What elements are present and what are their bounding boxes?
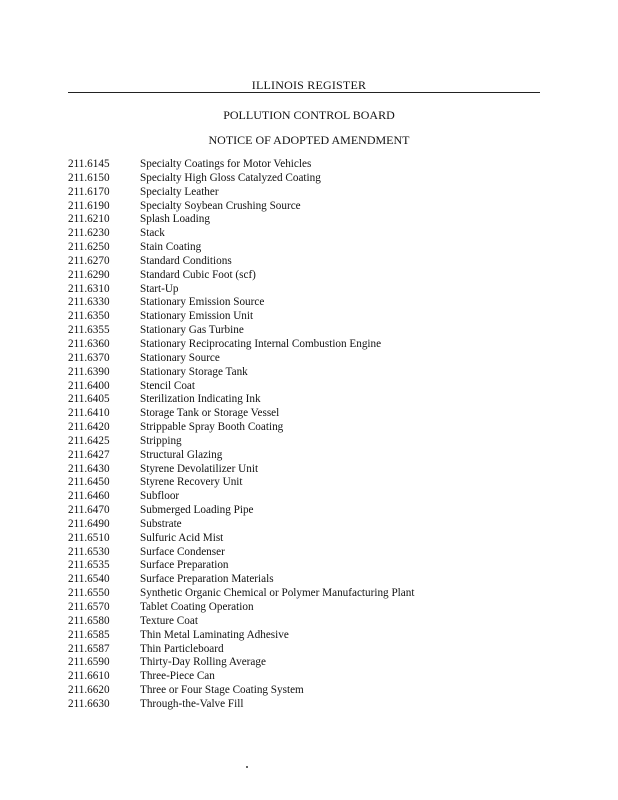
section-row bbox=[68, 490, 414, 504]
section-term: Thin Metal Laminating Adhesive bbox=[140, 628, 289, 641]
section-term: Specialty Soybean Crushing Source bbox=[140, 199, 301, 212]
section-number: 211.6190 bbox=[68, 199, 110, 212]
section-term: Stationary Reciprocating Internal Combustion Engine bbox=[140, 337, 382, 350]
section-term: Stationary Gas Turbine bbox=[140, 324, 244, 337]
section-term: Surface Condenser bbox=[140, 545, 225, 558]
section-term: Stationary Storage Tank bbox=[140, 365, 248, 378]
section-term: Surface Preparation bbox=[140, 559, 229, 572]
section-term: Standard Cubic Foot (scf) bbox=[140, 268, 256, 281]
section-row bbox=[68, 532, 414, 546]
section-row bbox=[68, 186, 414, 200]
section-number: 211.6355 bbox=[68, 324, 110, 337]
section-row bbox=[68, 476, 414, 490]
section-row bbox=[68, 559, 414, 573]
section-term: Styrene Recovery Unit bbox=[140, 476, 243, 489]
section-number: 211.6590 bbox=[68, 656, 110, 669]
section-number: 211.6470 bbox=[68, 504, 110, 517]
section-term: Storage Tank or Storage Vessel bbox=[140, 407, 280, 420]
section-number: 211.6450 bbox=[68, 476, 110, 489]
section-row bbox=[68, 587, 414, 601]
section-term: Stack bbox=[140, 227, 165, 240]
section-number: 211.6410 bbox=[68, 407, 110, 420]
section-term: Splash Loading bbox=[140, 213, 210, 226]
section-row bbox=[68, 158, 414, 172]
section-row bbox=[68, 380, 414, 394]
section-row bbox=[68, 601, 414, 615]
section-number: 211.6427 bbox=[68, 448, 110, 461]
section-term: Submerged Loading Pipe bbox=[140, 504, 254, 517]
section-number: 211.6620 bbox=[68, 684, 110, 697]
section-number: 211.6230 bbox=[68, 227, 110, 240]
section-term: Substrate bbox=[140, 517, 182, 530]
section-number: 211.6585 bbox=[68, 628, 110, 641]
section-number: 211.6420 bbox=[68, 421, 110, 434]
section-row bbox=[68, 670, 414, 684]
section-term: Thirty-Day Rolling Average bbox=[140, 656, 266, 669]
section-number: 211.6490 bbox=[68, 517, 110, 530]
section-row bbox=[68, 463, 414, 477]
section-row bbox=[68, 504, 414, 518]
section-number: 211.6535 bbox=[68, 559, 110, 572]
section-number: 211.6425 bbox=[68, 434, 110, 447]
section-row bbox=[68, 255, 414, 269]
section-row bbox=[68, 615, 414, 629]
section-term: Stationary Source bbox=[140, 351, 220, 364]
section-number: 211.6330 bbox=[68, 296, 110, 309]
section-term: Three-Piece Can bbox=[140, 670, 215, 683]
section-number: 211.6290 bbox=[68, 268, 110, 281]
section-row bbox=[68, 656, 414, 670]
section-row bbox=[68, 241, 414, 255]
section-row bbox=[68, 352, 414, 366]
section-row bbox=[68, 310, 414, 324]
section-term: Sulfuric Acid Mist bbox=[140, 531, 224, 544]
section-term: Specialty Leather bbox=[140, 185, 219, 198]
section-number: 211.6170 bbox=[68, 185, 110, 198]
section-number: 211.6370 bbox=[68, 351, 110, 364]
section-term: Standard Conditions bbox=[140, 254, 232, 267]
section-number: 211.6250 bbox=[68, 241, 110, 254]
section-number: 211.6530 bbox=[68, 545, 110, 558]
section-term: Specialty Coatings for Motor Vehicles bbox=[140, 158, 312, 170]
section-row bbox=[68, 643, 414, 657]
header-rule bbox=[68, 92, 540, 93]
section-row bbox=[68, 449, 414, 463]
section-term: Stencil Coat bbox=[140, 379, 195, 392]
section-term: Three or Four Stage Coating System bbox=[140, 684, 304, 697]
section-row bbox=[68, 213, 414, 227]
section-number: 211.6587 bbox=[68, 642, 110, 655]
section-term: Stripping bbox=[140, 434, 182, 447]
section-number: 211.6350 bbox=[68, 310, 110, 323]
section-number: 211.6550 bbox=[68, 587, 110, 600]
section-list bbox=[68, 158, 414, 712]
section-row bbox=[68, 393, 414, 407]
section-row bbox=[68, 296, 414, 310]
section-row bbox=[68, 227, 414, 241]
section-term: Thin Particleboard bbox=[140, 642, 224, 655]
section-number: 211.6510 bbox=[68, 531, 110, 544]
section-row bbox=[68, 283, 414, 297]
section-number: 211.6360 bbox=[68, 337, 110, 350]
section-term: Stationary Emission Unit bbox=[140, 310, 254, 323]
section-term: Start-Up bbox=[140, 282, 179, 295]
section-term: Sterilization Indicating Ink bbox=[140, 393, 261, 406]
section-term: Subfloor bbox=[140, 490, 180, 503]
section-row bbox=[68, 366, 414, 380]
section-number: 211.6270 bbox=[68, 254, 110, 267]
section-row bbox=[68, 435, 414, 449]
section-term: Stationary Emission Source bbox=[140, 296, 265, 309]
section-number: 211.6210 bbox=[68, 213, 110, 226]
section-term: Strippable Spray Booth Coating bbox=[140, 421, 284, 434]
section-term: Stain Coating bbox=[140, 241, 202, 254]
section-number: 211.6150 bbox=[68, 171, 110, 184]
section-row bbox=[68, 338, 414, 352]
agency-name: POLLUTION CONTROL BOARD bbox=[223, 108, 395, 122]
section-row bbox=[68, 421, 414, 435]
section-term: Synthetic Organic Chemical or Polymer Manufacturing Plant bbox=[140, 587, 415, 600]
section-number: 211.6390 bbox=[68, 365, 110, 378]
section-term: Surface Preparation Materials bbox=[140, 573, 274, 586]
page-mark bbox=[246, 766, 248, 768]
section-row bbox=[68, 684, 414, 698]
section-term: Tablet Coating Operation bbox=[140, 601, 254, 613]
section-row bbox=[68, 629, 414, 643]
section-row bbox=[68, 573, 414, 587]
section-term: Styrene Devolatilizer Unit bbox=[140, 462, 259, 475]
section-number: 211.6570 bbox=[68, 601, 110, 613]
section-row bbox=[68, 172, 414, 186]
register-title: ILLINOIS REGISTER bbox=[251, 78, 367, 92]
section-row bbox=[68, 269, 414, 283]
section-row bbox=[68, 324, 414, 338]
section-number: 211.6145 bbox=[68, 158, 110, 170]
section-number: 211.6460 bbox=[68, 490, 110, 503]
section-row bbox=[68, 200, 414, 214]
section-number: 211.6540 bbox=[68, 573, 110, 586]
section-term: Specialty High Gloss Catalyzed Coating bbox=[140, 171, 321, 184]
section-row bbox=[68, 546, 414, 560]
section-number: 211.6405 bbox=[68, 393, 110, 406]
section-number: 211.6610 bbox=[68, 670, 110, 683]
section-row bbox=[68, 407, 414, 421]
section-term: Texture Coat bbox=[140, 614, 198, 627]
section-number: 211.6400 bbox=[68, 379, 110, 392]
section-term: Through-the-Valve Fill bbox=[140, 697, 244, 710]
section-number: 211.6630 bbox=[68, 697, 110, 710]
section-number: 211.6310 bbox=[68, 282, 110, 295]
section-row bbox=[68, 698, 414, 712]
section-term: Structural Glazing bbox=[140, 448, 223, 461]
section-number: 211.6580 bbox=[68, 614, 110, 627]
section-number: 211.6430 bbox=[68, 462, 110, 475]
notice-title: NOTICE OF ADOPTED AMENDMENT bbox=[208, 133, 410, 147]
section-row bbox=[68, 518, 414, 532]
